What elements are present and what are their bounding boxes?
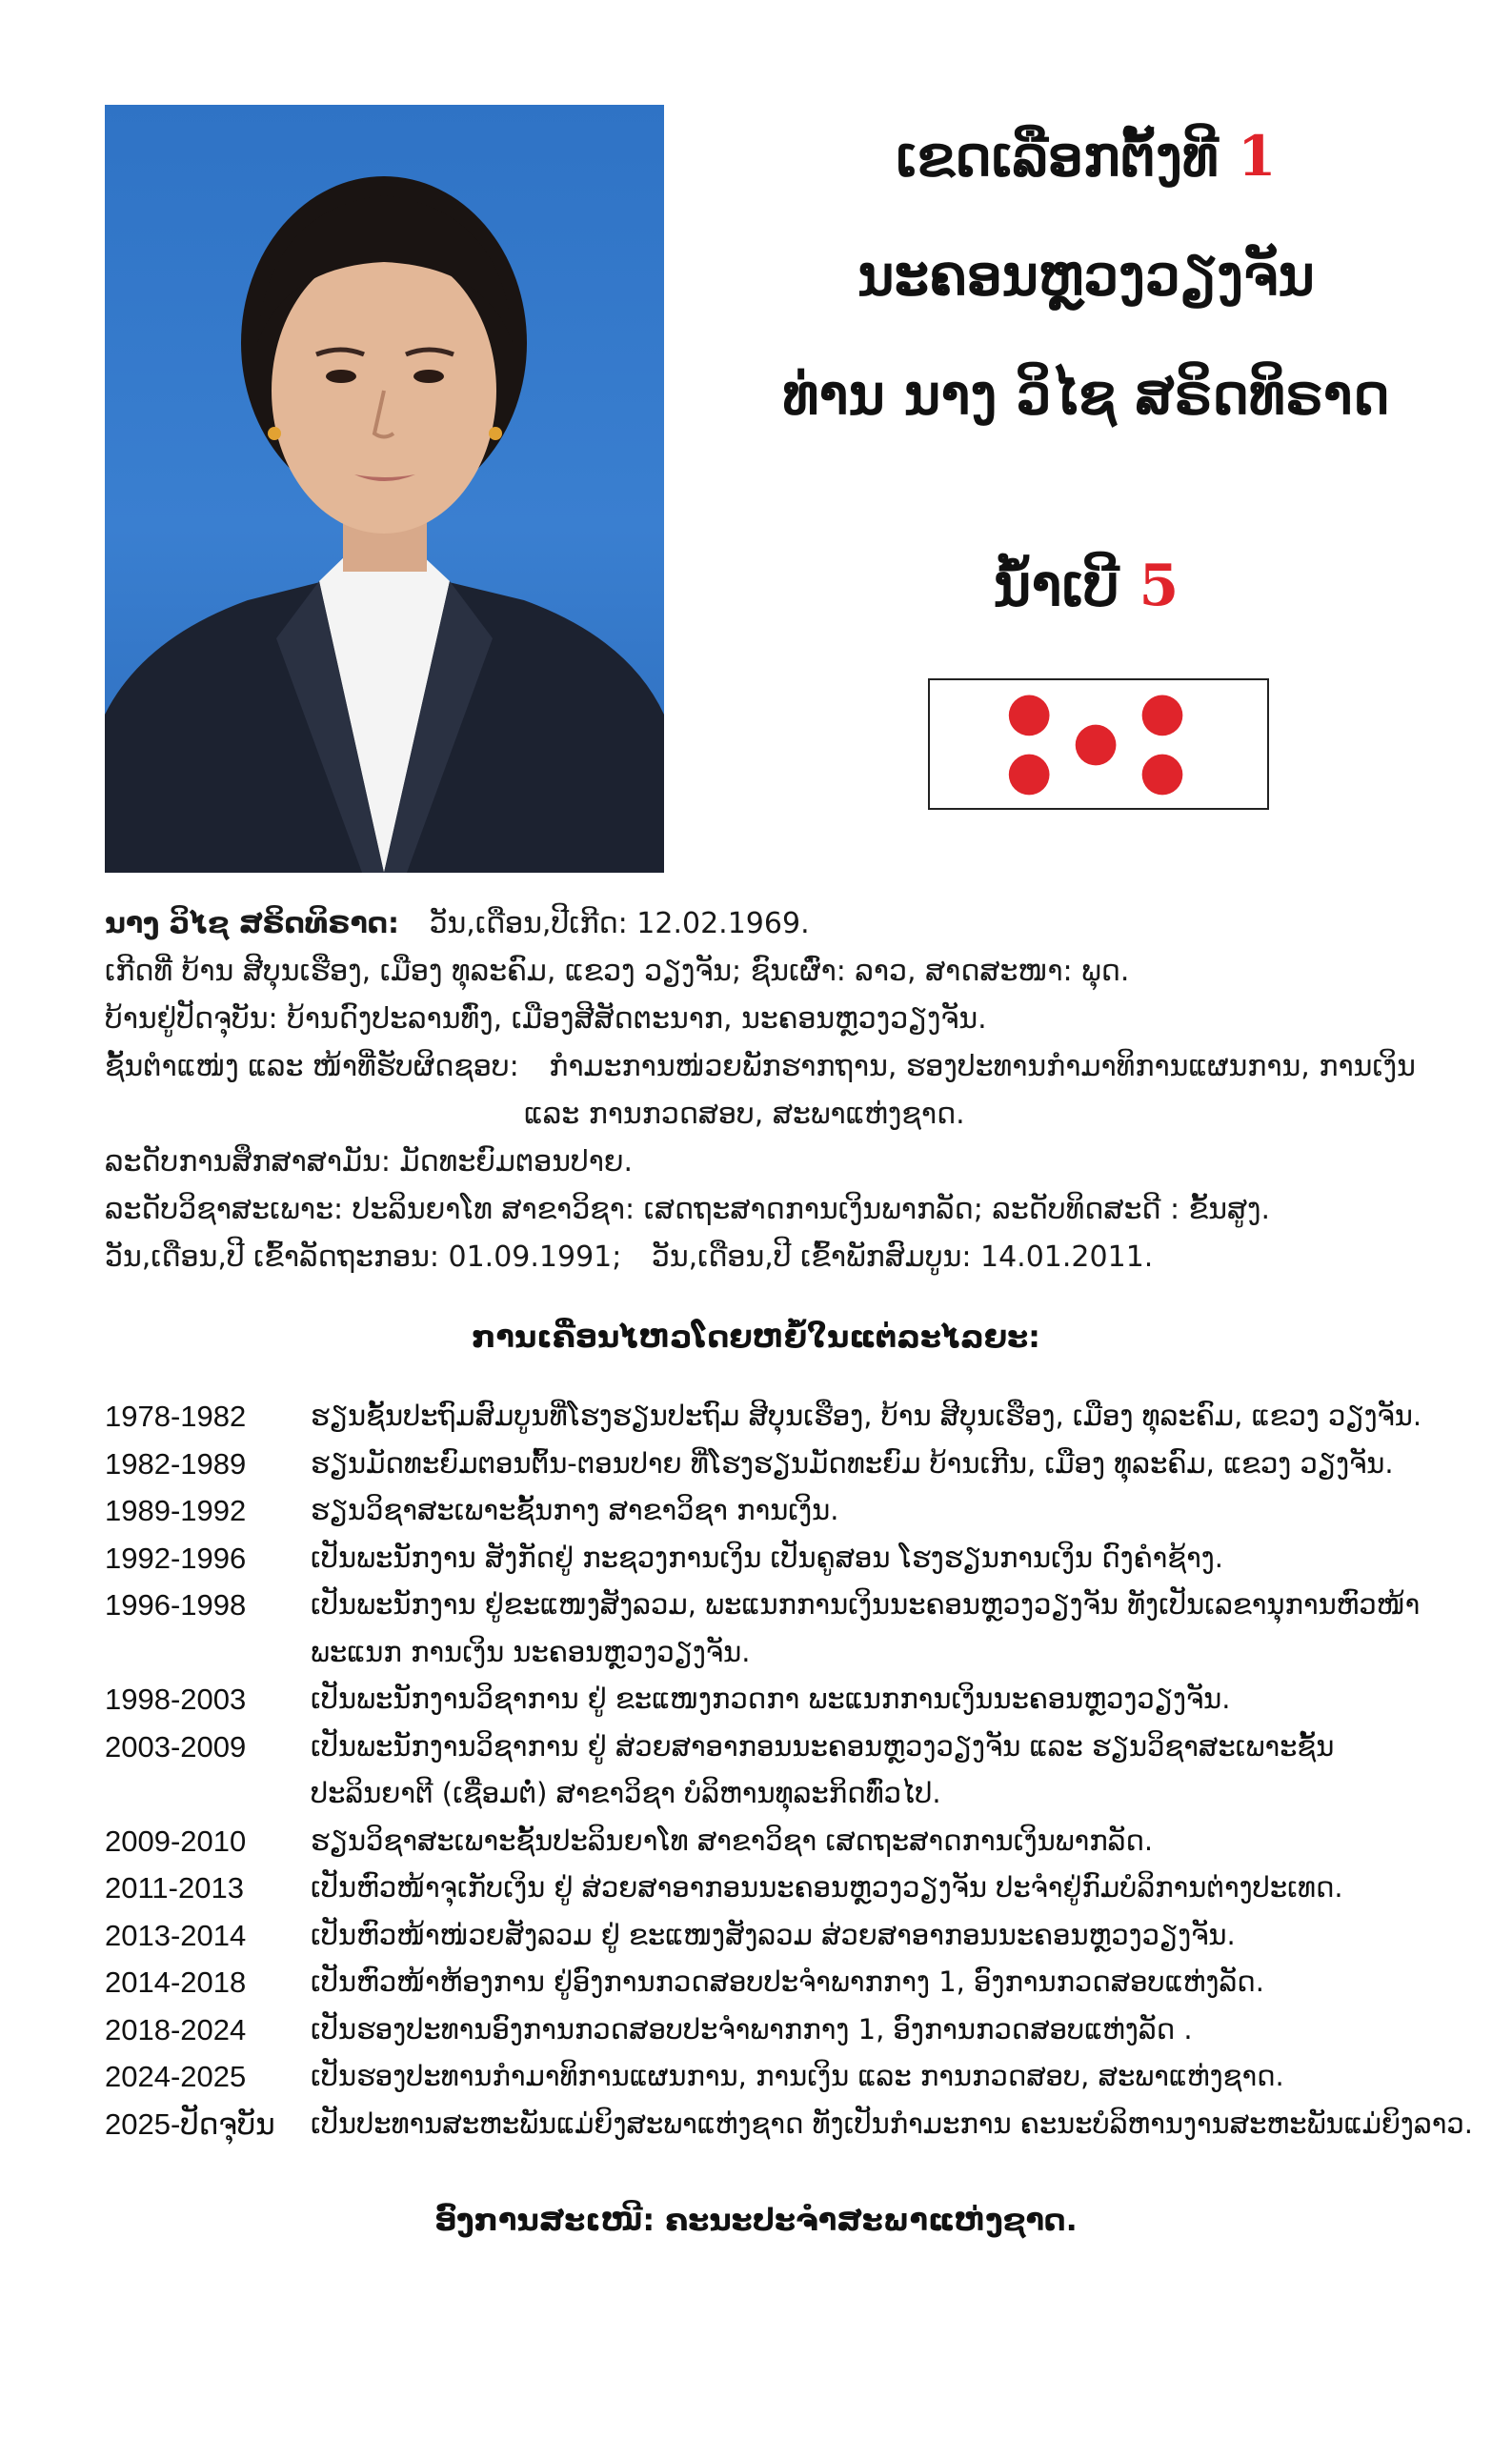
timeline-description-line: ເປັນພະນັກງານ ສັງກັດຢູ່ ກະຊວງການເງິນ ເປັນຄູສອນ ໂຮງຮຽນການເງິນ ດົງຄໍາຊ້າງ.: [311, 1541, 1223, 1574]
timeline-description-line: ເປັນຮອງປະທານກໍາມາທິການແຜນການ, ການເງິນ ແລະ ການກວດສອບ, ສະພາແຫ່ງຊາດ.: [311, 2060, 1284, 2092]
timeline-row: [105, 2053, 1439, 2101]
biography: [105, 900, 1439, 1281]
timeline-description-line: ເປັນພະນັກງານ ຢູ່ຂະແໜງສັງລວມ, ພະແນກການເງິນນະຄອນຫຼວງວຽງຈັນ ທັງເປັນເລຂານຸການຫົວໜ້າ: [311, 1588, 1421, 1621]
ballot-dot: [1142, 755, 1183, 796]
constituency-label: ເຂດເລືອກຕັ້ງທີ: [896, 124, 1219, 189]
timeline-row: [105, 1912, 1439, 1960]
timeline-years: 1996-1998: [105, 1588, 247, 1622]
timeline-description-line: ຮຽນວິຊາສະເພາະຊັ້ນກາງ ສາຂາວິຊາ ການເງິນ.: [311, 1494, 839, 1526]
nominating-organization: ອົງການສະເໜີ: ຄະນະປະຈໍາສະພາແຫ່ງຊາດ.: [434, 2202, 1078, 2238]
bio-position-label: ຊັ້ນຕໍາແໜ່ງ ແລະ ໜ້າທີ່ຮັບຜິດຊອບ:: [105, 1050, 519, 1083]
bio-specialty: ລະດັບວິຊາສະເພາະ: ປະລິນຍາໂທ ສາຂາວິຊາ: ເສດຖະສາດການເງິນພາກລັດ; ລະດັບທິດສະດີ : ຂັ້ນສູງ.: [105, 1193, 1271, 1226]
timeline-row: [105, 1865, 1439, 1912]
timeline-years: 1989-1992: [105, 1494, 247, 1527]
constituency-title: [686, 124, 1486, 189]
timeline-description: [311, 2053, 1439, 2101]
timeline-description: [311, 2101, 1473, 2148]
bio-name-line: [105, 900, 1439, 948]
bio-position-1: ກໍາມະການໜ່ວຍພັກຮາກຖານ, ຮອງປະທານກໍາມາທິການແຜນການ, ການເງິນ: [549, 1050, 1416, 1083]
timeline-description: [311, 1441, 1439, 1488]
timeline-row: [105, 1487, 1439, 1535]
timeline-description-line: ເປັນຮອງປະທານອົງການກວດສອບປະຈໍາພາກກາງ 1, ອົງການກວດສອບແຫ່ງລັດ .: [311, 2012, 1193, 2046]
bio-dates-line: [105, 1234, 1439, 1281]
ballot-symbol-box: [928, 678, 1269, 810]
ballot-dot: [1076, 725, 1117, 766]
timeline-years: 1982-1989: [105, 1446, 247, 1481]
timeline-description: [311, 1393, 1439, 1441]
ballot-dot: [1009, 695, 1050, 736]
number-label: ນໍ້າເບີ: [993, 553, 1119, 619]
timeline-description: [311, 1865, 1439, 1912]
timeline-years: 2013-2014: [105, 1918, 247, 1952]
timeline-years: 1998-2003: [105, 1683, 247, 1716]
timeline-title: ການເຄື່ອນໄຫວໂດຍຫຍໍ້ໃນແຕ່ລະໄລຍະ:: [472, 1319, 1040, 1355]
timeline-description: [311, 1959, 1439, 2006]
candidate-name: ທ່ານ ນາງ ວິໄຊ ສຣິດທິຣາດ: [782, 362, 1390, 427]
timeline-description-line: ເປັນຫົວໜ້າໜ່ວຍສັງລວມ ຢູ່ ຂະແໜງສັງລວມ ສ່ວຍສາອາກອນນະຄອນຫຼວງວຽງຈັນ.: [311, 1918, 1236, 1951]
timeline-years: 2014-2018: [105, 1965, 247, 1999]
bio-residence: ບ້ານຢູ່ປັດຈຸບັນ: ບ້ານດົງປະລານທົ່ງ, ເມືອງສີສັດຕະນາກ, ນະຄອນຫຼວງວຽງຈັນ.: [105, 1002, 987, 1036]
bio-education: ລະດັບການສຶກສາສາມັນ: ມັດທະຍົມຕອນປາຍ.: [105, 1145, 634, 1179]
career-timeline: [105, 1393, 1473, 2147]
timeline-description: [311, 2006, 1439, 2054]
timeline-row: [105, 1535, 1439, 1582]
constituency-number: 1: [1238, 124, 1277, 189]
ballot-dot: [1142, 695, 1183, 736]
timeline-description: [311, 1535, 1439, 1582]
bio-dob: ວັນ,ເດືອນ,ປີເກີດ: 12.02.1969.: [429, 907, 810, 940]
timeline-description: [311, 1487, 1439, 1535]
ballot-dot: [1009, 755, 1050, 796]
timeline-row: [105, 1582, 1439, 1676]
timeline-years: 2003-2009: [105, 1729, 247, 1764]
timeline-row: [105, 1441, 1439, 1488]
timeline-description-line: ເປັນປະທານສະຫະພັນແມ່ຍິງສະພາແຫ່ງຊາດ ທັງເປັນກໍາມະການ ຄະນະບໍລິຫານງານສະຫະພັນແມ່ຍິງລາວ.: [311, 2106, 1473, 2140]
province-name: ນະຄອນຫຼວງວຽງຈັນ: [857, 243, 1315, 308]
candidate-photo: [105, 105, 664, 873]
bio-party-date: ວັນ,ເດືອນ,ປີ ເຂົ້າພັກສົມບູນ: 14.01.2011.: [651, 1240, 1154, 1274]
timeline-description-line: ຮຽນວິຊາສະເພາະຊັ້ນປະລິນຍາໂທ ສາຂາວິຊາ ເສດຖະສາດການເງິນພາກລັດ.: [311, 1824, 1154, 1857]
timeline-years: 2009-2010: [105, 1824, 247, 1858]
timeline-years: 1978-1982: [105, 1400, 247, 1433]
timeline-years: 2024-2025: [105, 2060, 247, 2093]
candidate-number: [686, 553, 1486, 619]
timeline-description-line: ຮຽນມັດທະຍົມຕອນຕົ້ນ-ຕອນປາຍ ທີ່ໂຮງຮຽນມັດທະຍົມ ບ້ານເກີນ, ເມືອງ ທຸລະຄົມ, ແຂວງ ວຽງຈັນ.: [311, 1446, 1394, 1480]
bio-civil-service-date: ວັນ,ເດືອນ,ປີ ເຂົ້າລັດຖະກອນ: 01.09.1991;: [105, 1240, 622, 1274]
timeline-description-line: ເປັນຫົວໜ້າຈຸເກັບເງິນ ຢູ່ ສ່ວຍສາອາກອນນະຄອນຫຼວງວຽງຈັນ ປະຈໍາຢູ່ກົມບໍລິການຕ່າງປະເທດ.: [311, 1871, 1343, 1904]
timeline-row: [105, 1676, 1439, 1723]
bio-name: ນາງ ວິໄຊ ສຣິດທິຣາດ:: [105, 907, 400, 940]
timeline-description-line: ເປັນຫົວໜ້າຫ້ອງການ ຢູ່ອົງການກວດສອບປະຈໍາພາກກາງ 1, ອົງການກວດສອບແຫ່ງລັດ.: [311, 1965, 1264, 1998]
timeline-row: [105, 1959, 1439, 2006]
timeline-row: [105, 1723, 1439, 1818]
timeline-description: [311, 1676, 1439, 1723]
timeline-row: [105, 1818, 1439, 1865]
timeline-years: 2025-ປັດຈຸບັນ: [105, 2106, 275, 2141]
timeline-row: [105, 1393, 1439, 1441]
timeline-row: [105, 2101, 1473, 2148]
timeline-description-line: ປະລິນຍາຕີ (ເຊື່ອມຕໍ່) ສາຂາວິຊາ ບໍລິຫານທຸລະກິດທົ່ວໄປ.: [311, 1777, 941, 1809]
timeline-description: [311, 1582, 1439, 1676]
timeline-description-line: ເປັນພະນັກງານວິຊາການ ຢູ່ ສ່ວຍສາອາກອນນະຄອນຫຼວງວຽງຈັນ ແລະ ຮຽນວິຊາສະເພາະຊັ້ນ: [311, 1729, 1335, 1763]
bio-birthplace: ເກີດທີ່ ບ້ານ ສີບຸນເຮືອງ, ເມືອງ ທຸລະຄົມ, ແຂວງ ວຽງຈັນ; ຊົນເຜົ່າ: ລາວ, ສາດສະໜາ: ພຸດ.: [105, 955, 1130, 988]
number-value: 5: [1139, 553, 1179, 619]
timeline-description: [311, 1723, 1439, 1818]
timeline-years: 2018-2024: [105, 2012, 247, 2046]
bio-position-2: ແລະ ການກວດສອບ, ສະພາແຫ່ງຊາດ.: [524, 1098, 965, 1131]
timeline-row: [105, 2006, 1439, 2054]
timeline-years: 2011-2013: [105, 1871, 244, 1905]
timeline-description: [311, 1912, 1439, 1960]
timeline-years: 1992-1996: [105, 1541, 247, 1575]
timeline-description-line: ຮຽນຊັ້ນປະຖົມສົມບູນທີ່ໂຮງຮຽນປະຖົມ ສີບຸນເຮືອງ, ບ້ານ ສີບຸນເຮືອງ, ເມືອງ ທຸລະຄົມ, ແຂວງ ວຽງຈັນ.: [311, 1400, 1422, 1432]
timeline-description-line: ພະແນກ ການເງິນ ນະຄອນຫຼວງວຽງຈັນ.: [311, 1635, 751, 1668]
timeline-description: [311, 1818, 1439, 1865]
timeline-description-line: ເປັນພະນັກງານວິຊາການ ຢູ່ ຂະແໜງກວດກາ ພະແນກການເງິນນະຄອນຫຼວງວຽງຈັນ.: [311, 1683, 1231, 1715]
bio-position-line: [105, 1043, 1439, 1091]
ballot-dots: [930, 680, 1267, 808]
